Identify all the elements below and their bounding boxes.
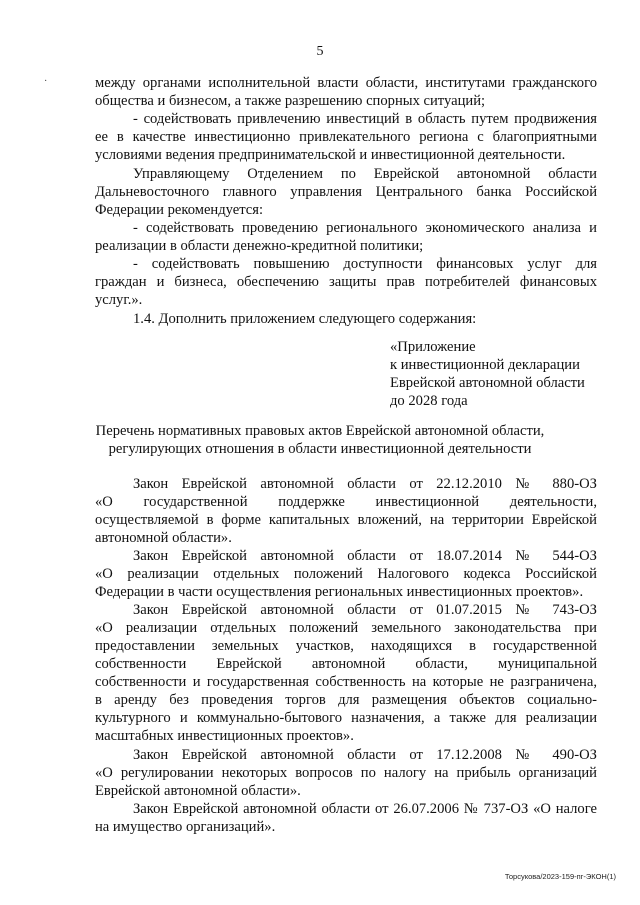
heading-line: регулирующих отношения в области инвестиционной деятельности bbox=[108, 441, 532, 457]
text-line: услуг.». bbox=[95, 292, 143, 308]
text-line: собственности и государственная собственность на которые не разграничена, bbox=[95, 674, 597, 690]
text-line: Закон Еврейской автономной области от 17.12.2008 № 490-ОЗ bbox=[133, 747, 597, 763]
text-line: - содействовать повышению доступности финансовых услуг для bbox=[133, 256, 597, 272]
text-line: Еврейской автономной области». bbox=[95, 783, 301, 799]
text-line: Федерации в части осуществления региональных инвестиционных проектов». bbox=[95, 584, 584, 600]
text-line: Управляющему Отделением по Еврейской автономной области bbox=[133, 166, 597, 182]
text-line: условиями ведения предпринимательской и инвестиционной деятельности. bbox=[95, 147, 566, 163]
text-line: автономной области». bbox=[95, 530, 232, 546]
text-line: собственности Еврейской автономной области, муниципальной bbox=[95, 656, 597, 672]
text-line: на имущество организаций». bbox=[95, 819, 276, 835]
appendix-line: Еврейской автономной области bbox=[390, 375, 585, 391]
text-line: Закон Еврейской автономной области от 01.07.2015 № 743-ОЗ bbox=[133, 602, 597, 618]
text-line: «О государственной поддержке инвестиционной деятельности, bbox=[95, 494, 597, 510]
text-line: культурного и коммунально-бытового назначения, а также для реализации bbox=[95, 710, 597, 726]
heading-line: Перечень нормативных правовых актов Еврейской автономной области, bbox=[95, 423, 545, 439]
page-number: 5 bbox=[316, 44, 324, 59]
text-line: ее в качестве инвестиционно привлекательного региона с благоприятными bbox=[95, 129, 597, 145]
text-line: Закон Еврейской автономной области от 22.12.2010 № 880-ОЗ bbox=[133, 476, 597, 492]
text-line: осуществляемой в форме капитальных вложений, на территории Еврейской bbox=[95, 512, 597, 528]
text-line: Дальневосточного главного управления Центрального банка Российской bbox=[95, 184, 597, 200]
text-line: - содействовать проведению регионального экономического анализа и bbox=[133, 220, 597, 236]
text-line: «О реализации отдельных положений земельного законодательства при bbox=[95, 620, 597, 636]
text-line: в аренду без проведения торгов для размещения объектов социально- bbox=[95, 692, 597, 708]
text-line: «О реализации отдельных положений Налогового кодекса Российской bbox=[95, 566, 597, 582]
text-line: между органами исполнительной власти области, институтами гражданского bbox=[95, 75, 597, 91]
text-line: общества и бизнесом, а также разрешению спорных ситуаций; bbox=[95, 93, 486, 109]
text-line: 1.4. Дополнить приложением следующего содержания: bbox=[133, 311, 477, 327]
appendix-line: к инвестиционной декларации bbox=[390, 357, 580, 373]
footer-document-code: Торсукова/2023-159-пг-ЭКОН(1) bbox=[504, 872, 616, 881]
text-line: предоставлении земельных участков, находящихся в государственной bbox=[95, 638, 597, 654]
text-line: Закон Еврейской автономной области от 26.07.2006 № 737-ОЗ «О налоге bbox=[133, 801, 597, 817]
text-line: граждан и бизнеса, обеспечению защиты прав потребителей финансовых bbox=[95, 274, 597, 290]
text-line: «О регулировании некоторых вопросов по налогу на прибыль организаций bbox=[95, 765, 597, 781]
appendix-line: до 2028 года bbox=[390, 393, 468, 409]
text-line: реализации в области денежно-кредитной политики; bbox=[95, 238, 424, 254]
text-line: - содействовать привлечению инвестиций в область путем продвижения bbox=[133, 111, 597, 127]
appendix-line: «Приложение bbox=[390, 339, 476, 355]
text-line: Закон Еврейской автономной области от 18.07.2014 № 544-ОЗ bbox=[133, 548, 597, 564]
text-line: Федерации рекомендуется: bbox=[95, 202, 264, 218]
margin-mark: · bbox=[44, 76, 48, 87]
text-line: масштабных инвестиционных проектов». bbox=[95, 728, 354, 744]
